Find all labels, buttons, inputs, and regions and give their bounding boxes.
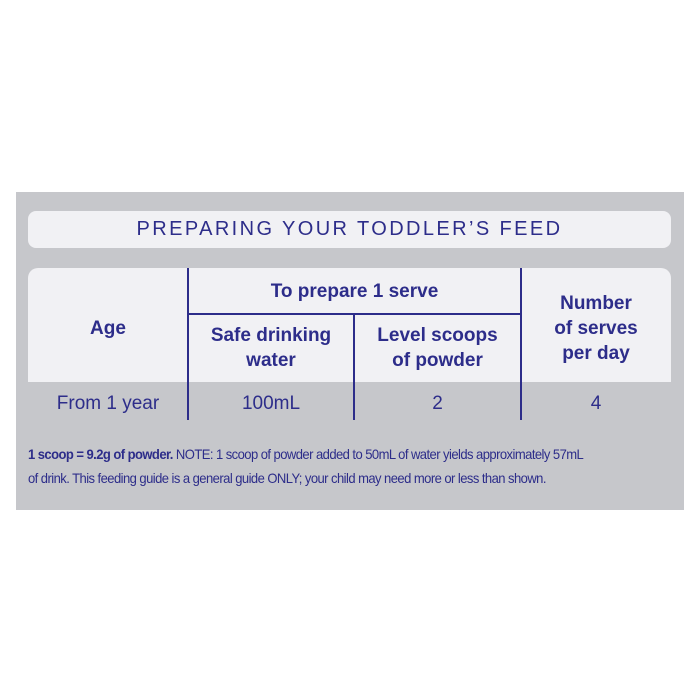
footnote-line2: of drink. This feeding guide is a general guide ONLY; your child may need more or less than shown. (28, 470, 546, 486)
row-divider-scoops (520, 382, 522, 420)
header-scoops-line1: Level scoops (377, 325, 498, 346)
row-serves (521, 382, 671, 424)
row-water-text: 100mL (241, 392, 301, 414)
row-scoops-text: 2 (432, 392, 443, 414)
row-age (28, 382, 188, 424)
header-water-line2: water (246, 350, 296, 371)
feeding-guide-title-text: PREPARING YOUR TODDLER’S FEED (136, 218, 563, 240)
divider-serves (520, 268, 522, 382)
header-water (188, 314, 354, 382)
header-prepare-serve-text: To prepare 1 serve (270, 280, 439, 302)
row-divider-water (353, 382, 355, 420)
footnote-scoop-weight: 1 scoop = 9.2g of powder. (28, 446, 173, 462)
row-serves-text: 4 (590, 392, 602, 414)
header-scoops (354, 314, 521, 382)
header-serves-line3: per day (562, 342, 630, 364)
divider-prepare (188, 313, 521, 315)
row-water (188, 382, 354, 424)
footnote-line1 (28, 442, 633, 466)
divider-age (187, 268, 189, 382)
divider-water-scoops (353, 314, 355, 382)
row-scoops (354, 382, 521, 424)
header-serves-line1: Number (560, 292, 632, 314)
feeding-table (28, 268, 671, 382)
footnote (28, 442, 633, 490)
header-scoops-line2: of powder (392, 350, 483, 371)
header-age-text: Age (90, 317, 126, 339)
header-water-line1: Safe drinking (210, 325, 332, 346)
header-prepare-serve (188, 268, 521, 314)
header-age (28, 268, 188, 388)
row-age-text: From 1 year (56, 392, 160, 414)
header-serves-per-day (521, 268, 671, 388)
footnote-note-text: NOTE: 1 scoop of powder added to 50mL of water yields approximately 57mL (172, 446, 584, 462)
header-serves-line2: of serves (554, 317, 638, 339)
feeding-guide-title (28, 211, 671, 248)
feeding-guide-panel (16, 192, 684, 510)
row-divider-age (187, 382, 189, 420)
